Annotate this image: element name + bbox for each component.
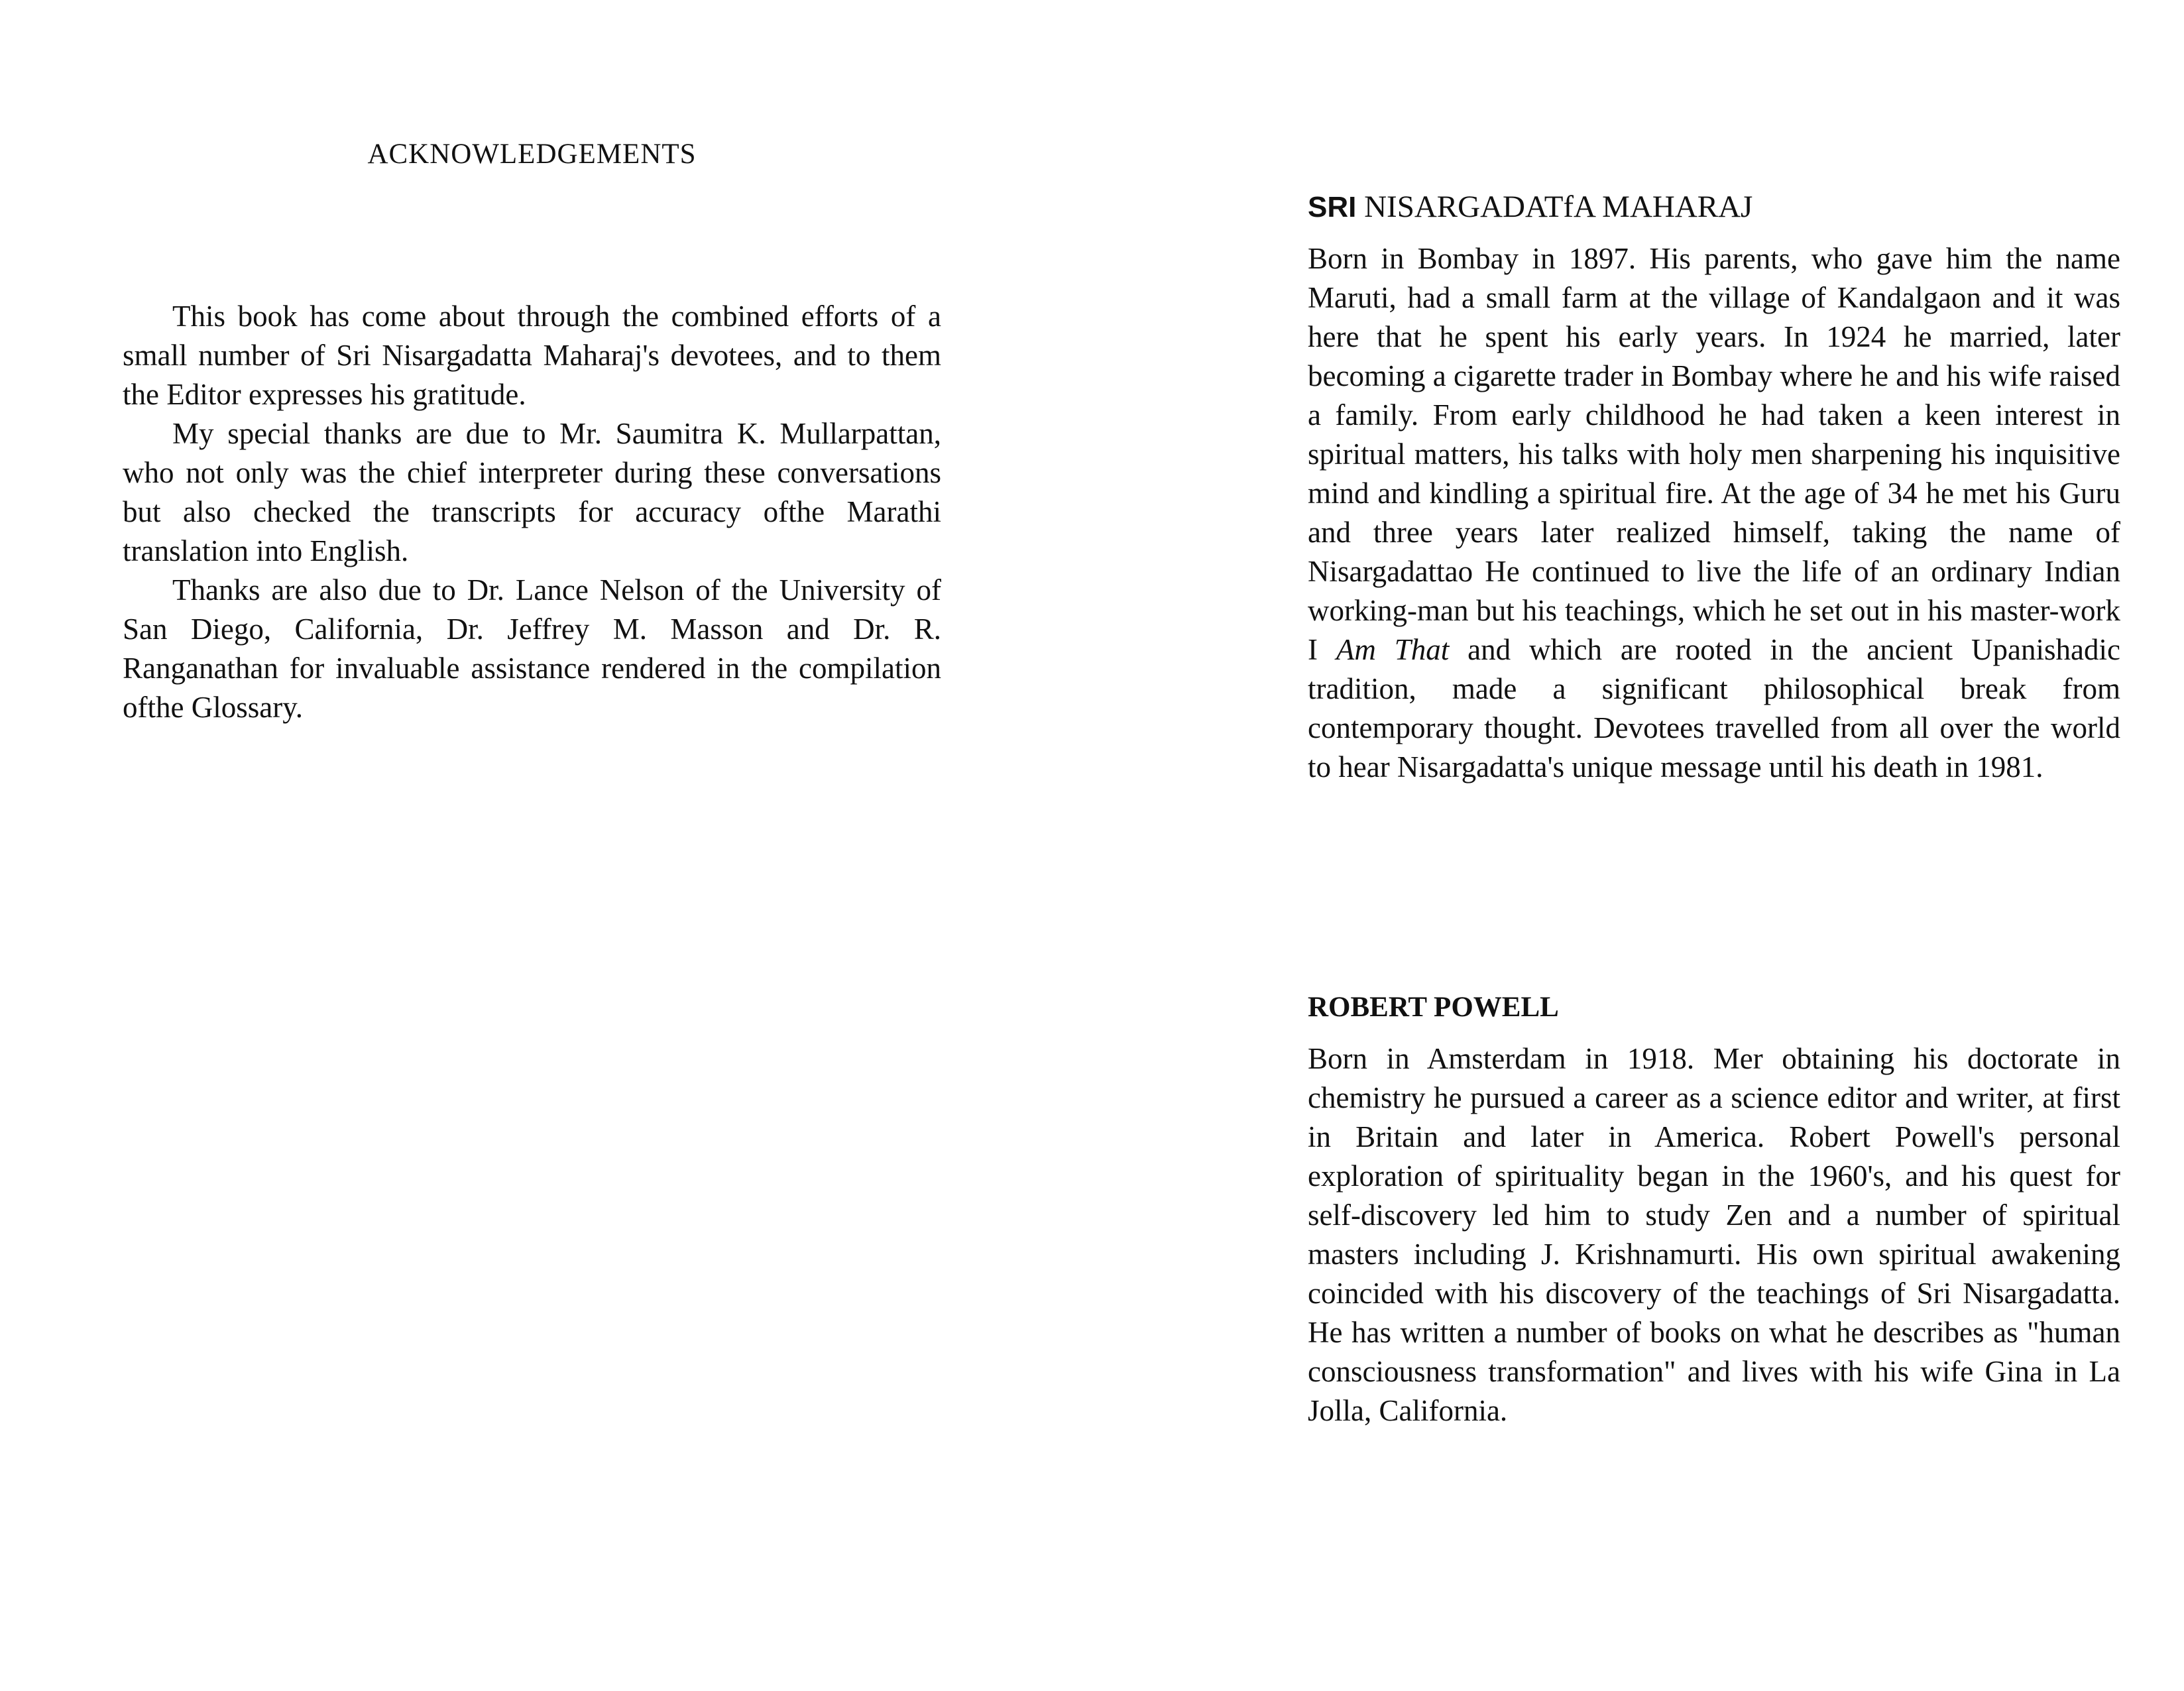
right-page [1092, 0, 2184, 1691]
acknowledgements-title: ACKNOWLEDGEMENTS [367, 139, 697, 170]
bio-text-part-2: and which are rooted in the ancient Upanishadic tradition, made a significant philosophical break from contemporary thought. Devotees travelled from all over the world to hear Nisargadatta's unique message until his death in 1981. [1308, 633, 2120, 784]
bio-nisargadatta-heading [1308, 187, 2120, 227]
bio-nisargadatta-text [1308, 239, 2120, 787]
acknowledgements-paragraph-1: This book has come about through the combined efforts of a small number of Sri Nisargadatta Maharaj's devotees, and to them the Editor expresses his gratitude. [123, 300, 941, 411]
heading-prefix: SRI [1308, 191, 1357, 223]
heading-name: NISARGADATfA MAHARAJ [1356, 190, 1753, 224]
acknowledgements-paragraph-2: My special thanks are due to Mr. Saumitra K. Mullarpattan, who not only was the chief interpreter during these conversations but also checked the transcripts for accuracy ofthe Marathi translation into English. [123, 417, 941, 567]
bio-powell-heading: ROBERT POWELL [1308, 992, 1559, 1023]
bio-nisargadatta [1308, 187, 2120, 787]
book-title: Am That [1336, 633, 1450, 666]
bio-powell-text: Born in Amsterdam in 1918. Mer obtaining his doctorate in chemistry he pursued a career as a science editor and writer, at first in Britain and later in America. Robert Powell's personal exploration of spirituality began in the 1960's, and his quest for self-discovery led him to study Zen and a number of spiritual masters including J. Krishnamurti. His own spiritual awakening coincided with his discovery of the teachings of Sri Nisargadatta. He has written a number of books on what he describes as "human consciousness transformation" and lives with his wife Gina in La Jolla, California. [1308, 1042, 2120, 1427]
bio-powell [1308, 988, 2120, 1430]
acknowledgements-paragraph-3: Thanks are also due to Dr. Lance Nelson of the University of San Diego, California, Dr. Jeffrey M. Masson and Dr. R. Ranganathan for invaluable assistance rendered in the compilation ofthe Glossary. [123, 573, 941, 724]
acknowledgements-body [123, 297, 941, 727]
bio-text-part-1: Born in Bombay in 1897. His parents, who gave him the name Maruti, had a small farm at the village of Kandalgaon and it was here that he spent his early years. In 1924 he married, later becoming a cigarette trader in Bombay where he and his wife raised a family. From early childhood he had taken a keen interest in spiritual matters, his talks with holy men sharpening his inquisitive mind and kindling a spiritual fire. At the age of 34 he met his Guru and three years later realized himself, taking the name of Nisargadattao He continued to live the life of an ordinary Indian working-man but his teachings, which he set out in his master-work I [1308, 242, 2120, 666]
